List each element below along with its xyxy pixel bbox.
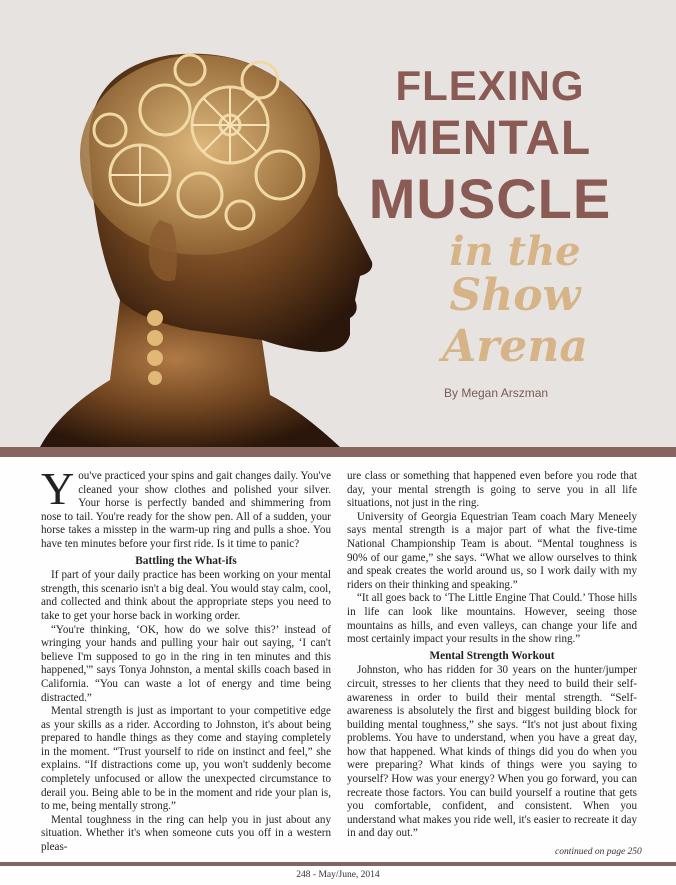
title-line-1: FLEXING <box>395 62 585 109</box>
intro-paragraph <box>41 463 331 552</box>
continued-note: continued on page 250 <box>555 847 642 857</box>
paragraph: ure class or something that happened even before you rode that day, your mental strength is going to serve you in all life situations, not just in the ring. <box>347 470 637 510</box>
paragraph: If part of your daily practice has been working on your mental strength, this scenario isn't a big deal. You would stay calm, cool, and collected and think about the appropriate steps you need to take to get your horse back in working order. <box>41 569 331 622</box>
page-folio: 248 - May/June, 2014 <box>296 870 380 880</box>
left-column <box>41 463 331 855</box>
section-heading: Mental Strength Workout <box>429 649 555 662</box>
byline: By Megan Arszman <box>444 386 549 400</box>
intro-text: ou've practiced your spins and gait changes daily. You've cleaned your show clothes and polished your silver. Your horse is perfectly banded and shimmering from nose to tail. You're ready for the show pen. All of a sudden, your horse takes a misstep in the warm-up ring and pulls a shoe. You have ten minutes before your first ride. Is it time to panic? <box>41 470 331 550</box>
divider-band <box>0 447 676 457</box>
paragraph: “You're thinking, ‘OK, how do we solve this?’ instead of wringing your hands and pulling your hair out saying, ‘I can't believe I'm supposed to go in the ring in ten minutes and this happened,'” says Tonya Johnston, a mental skills coach based in California. “You can waste a lot of energy and time being distracted.” <box>41 623 331 704</box>
paragraph: University of Georgia Equestrian Team coach Mary Meneely says mental strength is a major part of what the five-time National Championship Team is about. “Mental toughness is 90% of our game,” she says. “What we allow ourselves to think and speak creates the world around us, so I work daily with my riders on their thinking and speaking.” <box>347 510 637 591</box>
paragraph: Mental toughness in the ring can help you in just about any situation. Whether it's when someone cuts you off in a western pleas- <box>41 813 331 854</box>
title-line-4: in the <box>449 228 581 275</box>
section-heading: Battling the What-ifs <box>135 554 237 567</box>
title-line-5: Show Arena <box>442 270 588 372</box>
footer-rule <box>0 862 676 866</box>
right-column <box>347 470 637 841</box>
paragraph: “It all goes back to ‘The Little Engine That Could.’ Those hills in life can look like mountains. However, seeing those mountains as hills, and even valleys, can change your life and most certainly impact your results in the show ring.” <box>347 592 637 646</box>
paragraph: Mental strength is just as important to your competitive edge as your skills as a rider. According to Johnston, it's about being prepared to handle things as they come and staying completely in the moment. “Trust yourself to ride on instinct and feel,” she explains. “If distractions come up, you won't suddenly become completely unfocused or allow the unexpected circumstance to derail you. Being able to be in the moment and ride your plan is, to me, being mentally strong.” <box>41 705 331 813</box>
paragraph: Johnston, who has ridden for 30 years on the hunter/jumper circuit, stresses to her clients that they need to build their self-awareness in order to build their mental strength. “Self-awareness is absolutely the first and biggest building block for building mental toughness,” she says. “It's not just about fixing problems. You have to understand, when you have a great day, how that happened. What kinds of things did you do when you were preparing? What kinds of things were you saying to yourself? How was your energy? When you go forward, you can recreate those factors. You can build yourself a routine that gets you comfortable, confident, and consistent. When you understand what makes you ride well, it's easier to recreate it day in and day out.” <box>347 664 637 840</box>
title-line-3: MUSCLE <box>368 167 612 230</box>
title-line-2: MENTAL <box>388 112 592 165</box>
drop-cap: Y <box>41 463 75 514</box>
